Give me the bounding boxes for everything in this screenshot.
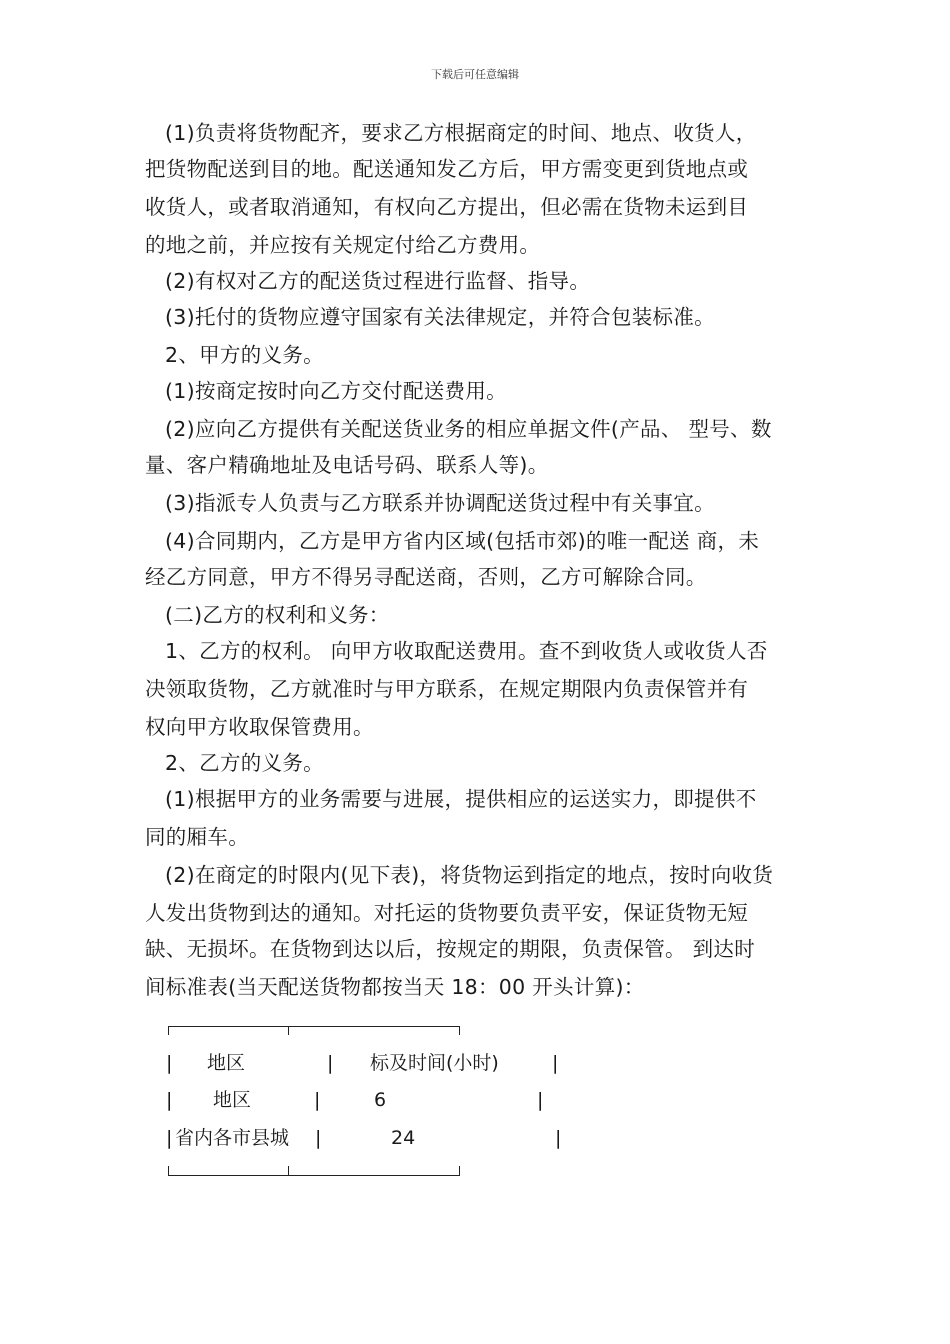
body-line: (3)指派专人负责与乙方联系并协调配送货过程中有关事宜。 bbox=[165, 491, 715, 515]
body-line: 的地之前，并应按有关规定付给乙方费用。 bbox=[145, 233, 541, 257]
table-header-region: 地区 bbox=[207, 1052, 246, 1074]
body-line: (3)托付的货物应遵守国家有关法律规定，并符合包装标准。 bbox=[165, 305, 715, 329]
body-line: 决领取货物，乙方就准时与甲方联系，在规定期限内负责保管并有 bbox=[145, 677, 749, 701]
body-line: 权向甲方收取保管费用。 bbox=[145, 715, 374, 739]
body-line: 把货物配送到目的地。配送通知发乙方后，甲方需变更到货地点或 bbox=[145, 157, 749, 181]
body-line: 1、乙方的权利。 向甲方收取配送费用。查不到收货人或收货人否 bbox=[165, 639, 768, 663]
body-line: 缺、无损坏。在货物到达以后，按规定的期限，负责保管。 到达时 bbox=[145, 937, 756, 961]
body-line: 经乙方同意，甲方不得另寻配送商，否则，乙方可解除合同。 bbox=[145, 565, 707, 589]
body-line: 2、乙方的义务。 bbox=[165, 751, 324, 775]
body-line: (1)按商定按时向乙方交付配送费用。 bbox=[165, 379, 507, 403]
body-line: 同的厢车。 bbox=[145, 825, 249, 849]
table-cell: 省内各市县城 bbox=[175, 1127, 290, 1149]
body-line: (2)有权对乙方的配送货过程进行监督、指导。 bbox=[165, 269, 591, 293]
page-header: 下载后可任意编辑 bbox=[431, 68, 519, 81]
body-line: (二)乙方的权利和义务： bbox=[165, 603, 390, 627]
table-cell: 24 bbox=[391, 1127, 416, 1149]
table-cell: 6 bbox=[374, 1089, 387, 1111]
body-line: 间标准表(当天配送货物都按当天 18：00 开头计算)： bbox=[145, 975, 645, 999]
body-line: 2、甲方的义务。 bbox=[165, 343, 324, 367]
body-line: (2)应向乙方提供有关配送货业务的相应单据文件(产品、 型号、数 bbox=[165, 417, 772, 441]
table-cell: 地区 bbox=[213, 1089, 252, 1111]
body-line: (1)负责将货物配齐，要求乙方根据商定的时间、地点、收货人， bbox=[165, 121, 757, 145]
body-line: 人发出货物到达的通知。对托运的货物要负责平安，保证货物无短 bbox=[145, 901, 749, 925]
body-line: (2)在商定的时限内(见下表)，将货物运到指定的地点，按时向收货 bbox=[165, 863, 774, 887]
body-line: (1)根据甲方的业务需要与进展，提供相应的运送实力，即提供不 bbox=[165, 787, 757, 811]
body-line: (4)合同期内，乙方是甲方省内区域(包括市郊)的唯一配送 商，未 bbox=[165, 529, 760, 553]
body-line: 量、客户精确地址及电话号码、联系人等)。 bbox=[145, 453, 549, 477]
body-line: 收货人，或者取消通知，有权向乙方提出，但必需在货物未运到目 bbox=[145, 195, 749, 219]
table-header-time: 标及时间(小时) bbox=[370, 1052, 499, 1074]
